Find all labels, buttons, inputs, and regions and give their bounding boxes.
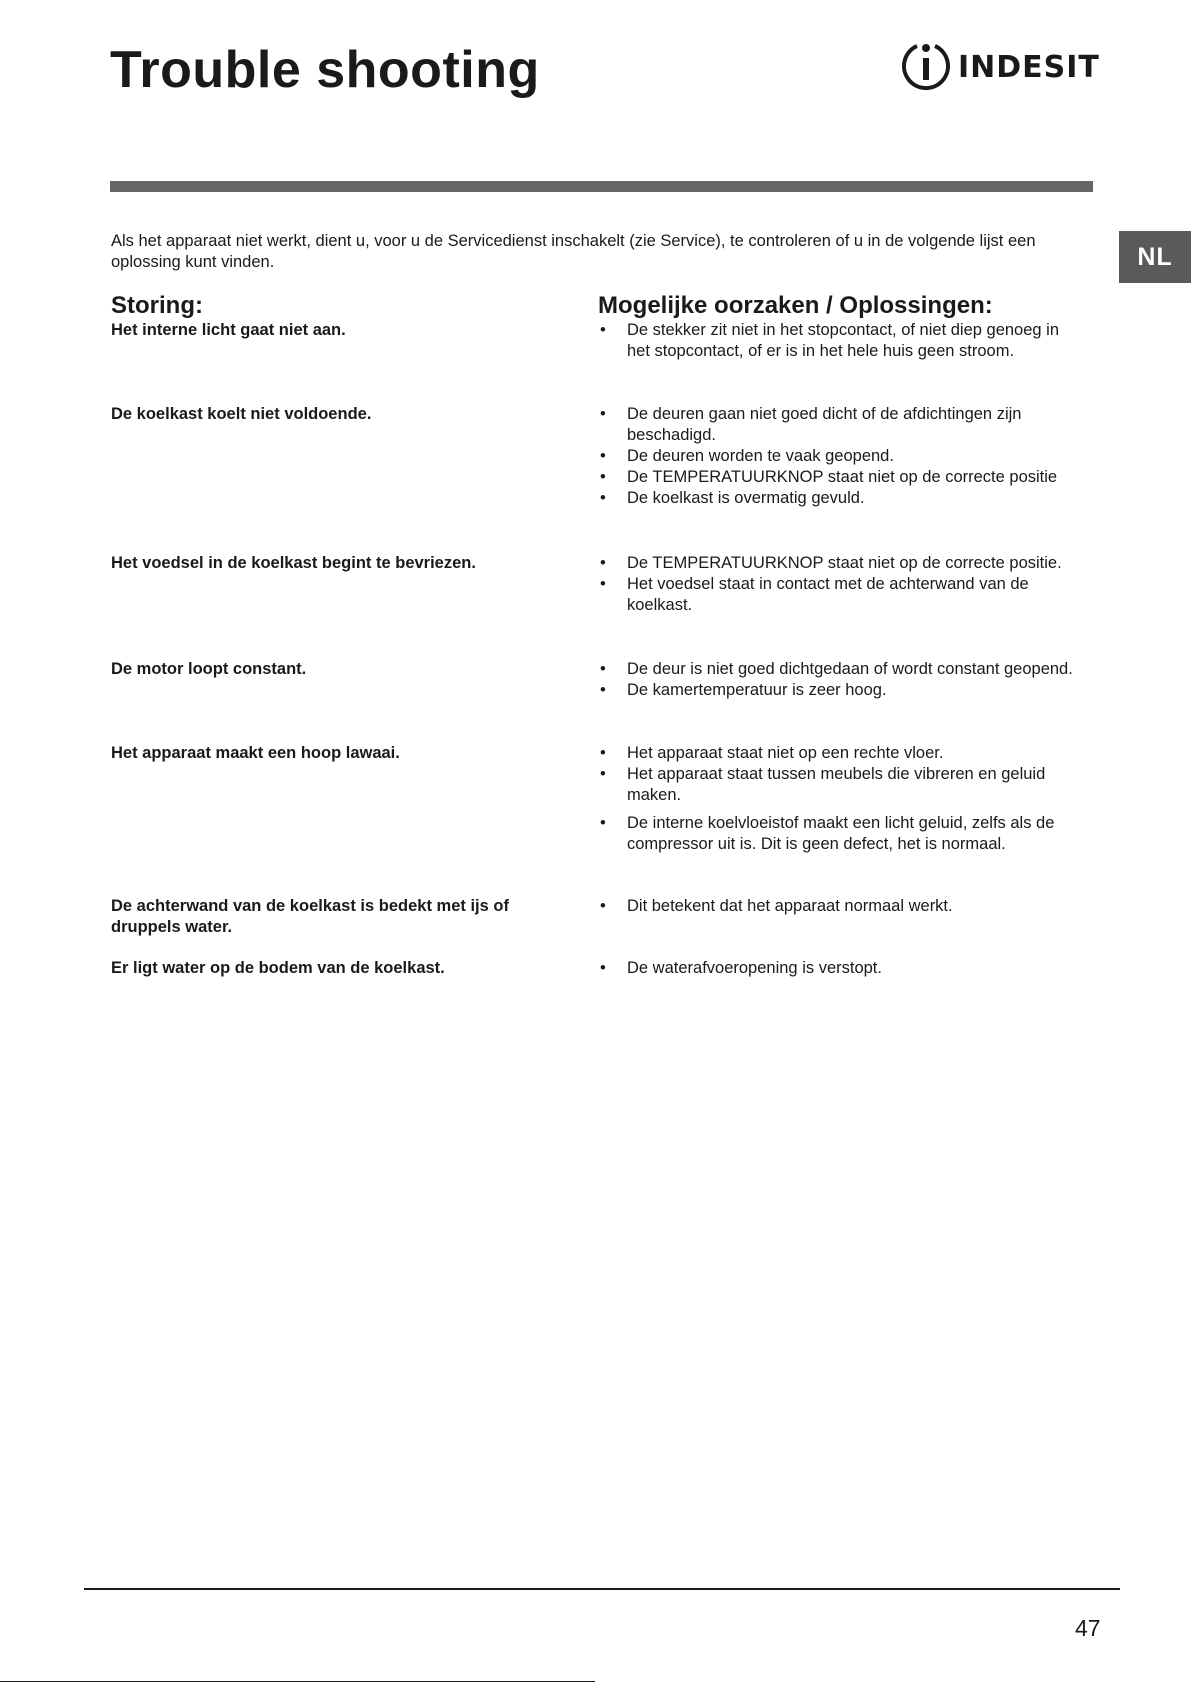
intro-text: Als het apparaat niet werkt, dient u, voor u de Servicedienst inschakelt (zie Service), te controleren of u in de volgende lijst een oplossing kunt vinden.: [111, 232, 1036, 271]
causes-list: [598, 743, 1078, 855]
cause-item: • De TEMPERATUURKNOP staat niet op de correcte positie: [600, 468, 1058, 486]
causes-list: [598, 553, 1078, 616]
cause-item: • Het apparaat staat tussen meubels die vibreren en geluid maken.: [600, 765, 1046, 804]
cause-item: • De deuren worden te vaak geopend.: [600, 447, 894, 465]
cause-item: • De interne koelvloeistof maakt een licht geluid, zelfs als de compressor uit is. Dit is geen defect, het is normaal.: [600, 814, 1055, 853]
cause-item: • De deur is niet goed dichtgedaan of wordt constant geopend.: [600, 660, 1073, 678]
problem-item: Het voedsel in de koelkast begint te bevriezen.: [111, 554, 476, 572]
footer-divider: [84, 1588, 1120, 1590]
cause-item: • Dit betekent dat het apparaat normaal werkt.: [600, 897, 953, 915]
causes-list: [598, 320, 1078, 362]
problem-item: De motor loopt constant.: [111, 660, 307, 678]
problem-item: Het interne licht gaat niet aan.: [111, 321, 346, 339]
problem-item: De achterwand van de koelkast is bedekt met ijs of druppels water.: [111, 897, 509, 936]
cause-item: • De TEMPERATUURKNOP staat niet op de correcte positie.: [600, 554, 1062, 572]
header-divider: [110, 181, 1093, 192]
causes-column-heading: Mogelijke oorzaken / Oplossingen:: [598, 292, 993, 319]
page-number: 47: [1075, 1615, 1101, 1641]
problem-item: Het apparaat maakt een hoop lawaai.: [111, 744, 400, 762]
cause-item: • De kamertemperatuur is zeer hoog.: [600, 681, 887, 699]
causes-list: [598, 659, 1078, 701]
cause-item: • Het apparaat staat niet op een rechte vloer.: [600, 744, 944, 762]
problem-item: Er ligt water op de bodem van de koelkast.: [111, 959, 445, 977]
cause-item: • De deuren gaan niet goed dicht of de afdichtingen zijn beschadigd.: [600, 405, 1022, 444]
brand-logo: [900, 40, 1100, 94]
cause-item: • De waterafvoeropening is verstopt.: [600, 959, 882, 977]
info-icon: [900, 40, 952, 94]
problem-column-heading: Storing:: [111, 292, 203, 319]
brand-wordmark: INDESIT: [958, 49, 1100, 85]
cause-item: • De koelkast is overmatig gevuld.: [600, 489, 865, 507]
language-tab: NL: [1119, 231, 1191, 283]
causes-list: [598, 404, 1078, 509]
causes-list: [598, 958, 1078, 979]
causes-list: [598, 896, 1078, 917]
bottom-edge-line: [0, 1681, 595, 1682]
cause-item: • De stekker zit niet in het stopcontact, of niet diep genoeg in het stopcontact, of er is in het hele huis geen stroom.: [600, 321, 1060, 360]
problem-item: De koelkast koelt niet voldoende.: [111, 405, 372, 423]
page-title: Trouble shooting: [110, 41, 540, 99]
cause-item: • Het voedsel staat in contact met de achterwand van de koelkast.: [600, 575, 1029, 614]
